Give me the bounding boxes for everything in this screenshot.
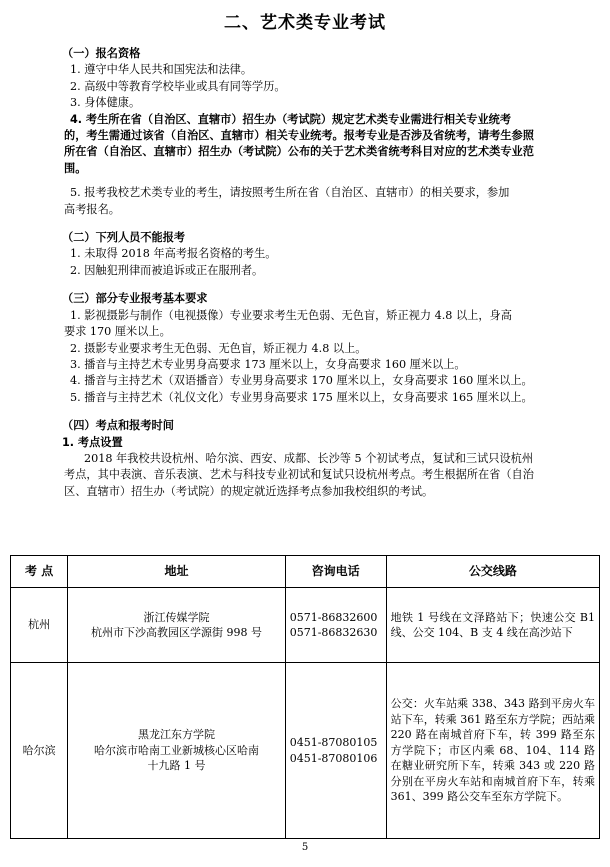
list-item-cont: 要求 170 厘米以上。 [64, 325, 171, 339]
list-item: 1. 遵守中华人民共和国宪法和法律。 [70, 63, 253, 77]
list-item: 3. 身体健康。 [70, 96, 141, 110]
cell-site: 杭州 [11, 588, 68, 663]
header-address: 地址 [68, 556, 285, 588]
header-bus: 公交线路 [386, 556, 599, 588]
paragraph-line: 2018 年我校共设杭州、哈尔滨、西安、成都、长沙等 5 个初试考点，复试和三试只设杭州 [84, 451, 534, 465]
section-heading-eligibility: （一）报名资格 [62, 47, 141, 60]
table-row [11, 588, 600, 663]
cell-bus: 地铁 1 号线在文泽路站下；快速公交 B1 线、公交 104、B 支 4 线在高沙站下 [386, 588, 599, 663]
table-row [11, 663, 600, 839]
list-item: 5. 播音与主持艺术（礼仪文化）专业男身高要求 175 厘米以上，女身高要求 165 厘米以上。 [70, 390, 533, 404]
cell-address [68, 663, 285, 839]
address-line: 黑龙江东方学院 [137, 728, 215, 742]
address-line: 杭州市下沙高教园区学源街 998 号 [90, 626, 262, 639]
phone-number: 0571-86832630 [289, 626, 378, 639]
phone-number: 0571-86832600 [289, 610, 378, 624]
list-item: 2. 摄影专业要求考生无色弱、无色盲，矫正视力 4.8 以上。 [70, 341, 367, 355]
list-item-cont: 高考报名。 [64, 202, 120, 216]
address-line: 十九路 1 号 [147, 759, 206, 773]
subsection-heading: 1. 考点设置 [62, 435, 123, 449]
list-item: 2. 因触犯刑律而被追诉或正在服刑者。 [70, 263, 264, 277]
header-site: 考 点 [11, 556, 68, 588]
page-title: 二、艺术类专业考试 [224, 13, 386, 33]
section-heading-ineligible: （二）下列人员不能报考 [62, 231, 186, 245]
address-line: 哈尔滨市哈南工业新城核心区哈南 [93, 743, 259, 757]
cell-bus: 公交：火车站乘 338、343 路到平房火车站下车，转乘 361 路至东方学院；西站乘 220 路在南城首府下车，转 399 路至东方学院下；市区内乘 68、104、114 路在糖业研究所下车，转乘 343 或 220 路分别在平房火车站和南城首府下车，转乘 361、399 路公交车至东方学院下。 [386, 663, 599, 839]
cell-address [68, 588, 285, 663]
cell-phone [285, 663, 386, 839]
list-item: 5. 报考我校艺术类专业的考生，请按照考生所在省（自治区、直辖市）的相关要求，参加 [70, 186, 510, 200]
list-item: 1. 未取得 2018 年高考报名资格的考生。 [70, 247, 277, 261]
paragraph-line: 区、直辖市）招生办（考试院）的规定就近选择考点参加我校组织的考试。 [64, 484, 434, 498]
cell-site: 哈尔滨 [11, 663, 68, 839]
address-line: 浙江传媒学院 [143, 610, 210, 624]
list-item: 2. 高级中等教育学校毕业或具有同等学历。 [70, 79, 286, 93]
list-item-bold-cont: 的，考生需通过该省（自治区、直辖市）相关专业统考。报考专业是否涉及省统考，请考生参照 [64, 129, 534, 143]
paragraph-line: 考点，其中表演、音乐表演、艺术与科技专业初试和复试只设杭州考点。考生根据所在省（自治 [64, 468, 534, 482]
list-item-bold-cont: 所在省（自治区、直辖市）招生办（考试院）公布的关于艺术类省统考科目对应的艺术类专业范 [64, 145, 534, 159]
phone-number: 0451-87080105 [289, 736, 378, 749]
exam-sites-table [10, 555, 600, 839]
list-item: 4. 播音与主持艺术（双语播音）专业男身高要求 170 厘米以上，女身高要求 160 厘米以上。 [70, 374, 533, 388]
page-number: 5 [301, 842, 309, 853]
table-header-row [11, 556, 600, 588]
document-body [62, 46, 558, 500]
list-item: 1. 影视摄影与制作（电视摄像）专业要求考生无色弱、无色盲，矫正视力 4.8 以上，身高 [70, 308, 512, 322]
list-item-bold-cont: 围。 [64, 161, 87, 175]
section-heading-requirements: （三）部分专业报考基本要求 [62, 292, 208, 306]
list-item: 3. 播音与主持艺术专业男身高要求 173 厘米以上，女身高要求 160 厘米以上。 [70, 357, 466, 371]
list-item-bold: 4. 考生所在省（自治区、直辖市）招生办（考试院）规定艺术类专业需进行相关专业统考 [70, 112, 512, 126]
phone-number: 0451-87080106 [289, 751, 378, 765]
cell-phone [285, 588, 386, 663]
section-heading-sites: （四）考点和报考时间 [62, 419, 174, 433]
header-phone: 咨询电话 [285, 556, 386, 588]
